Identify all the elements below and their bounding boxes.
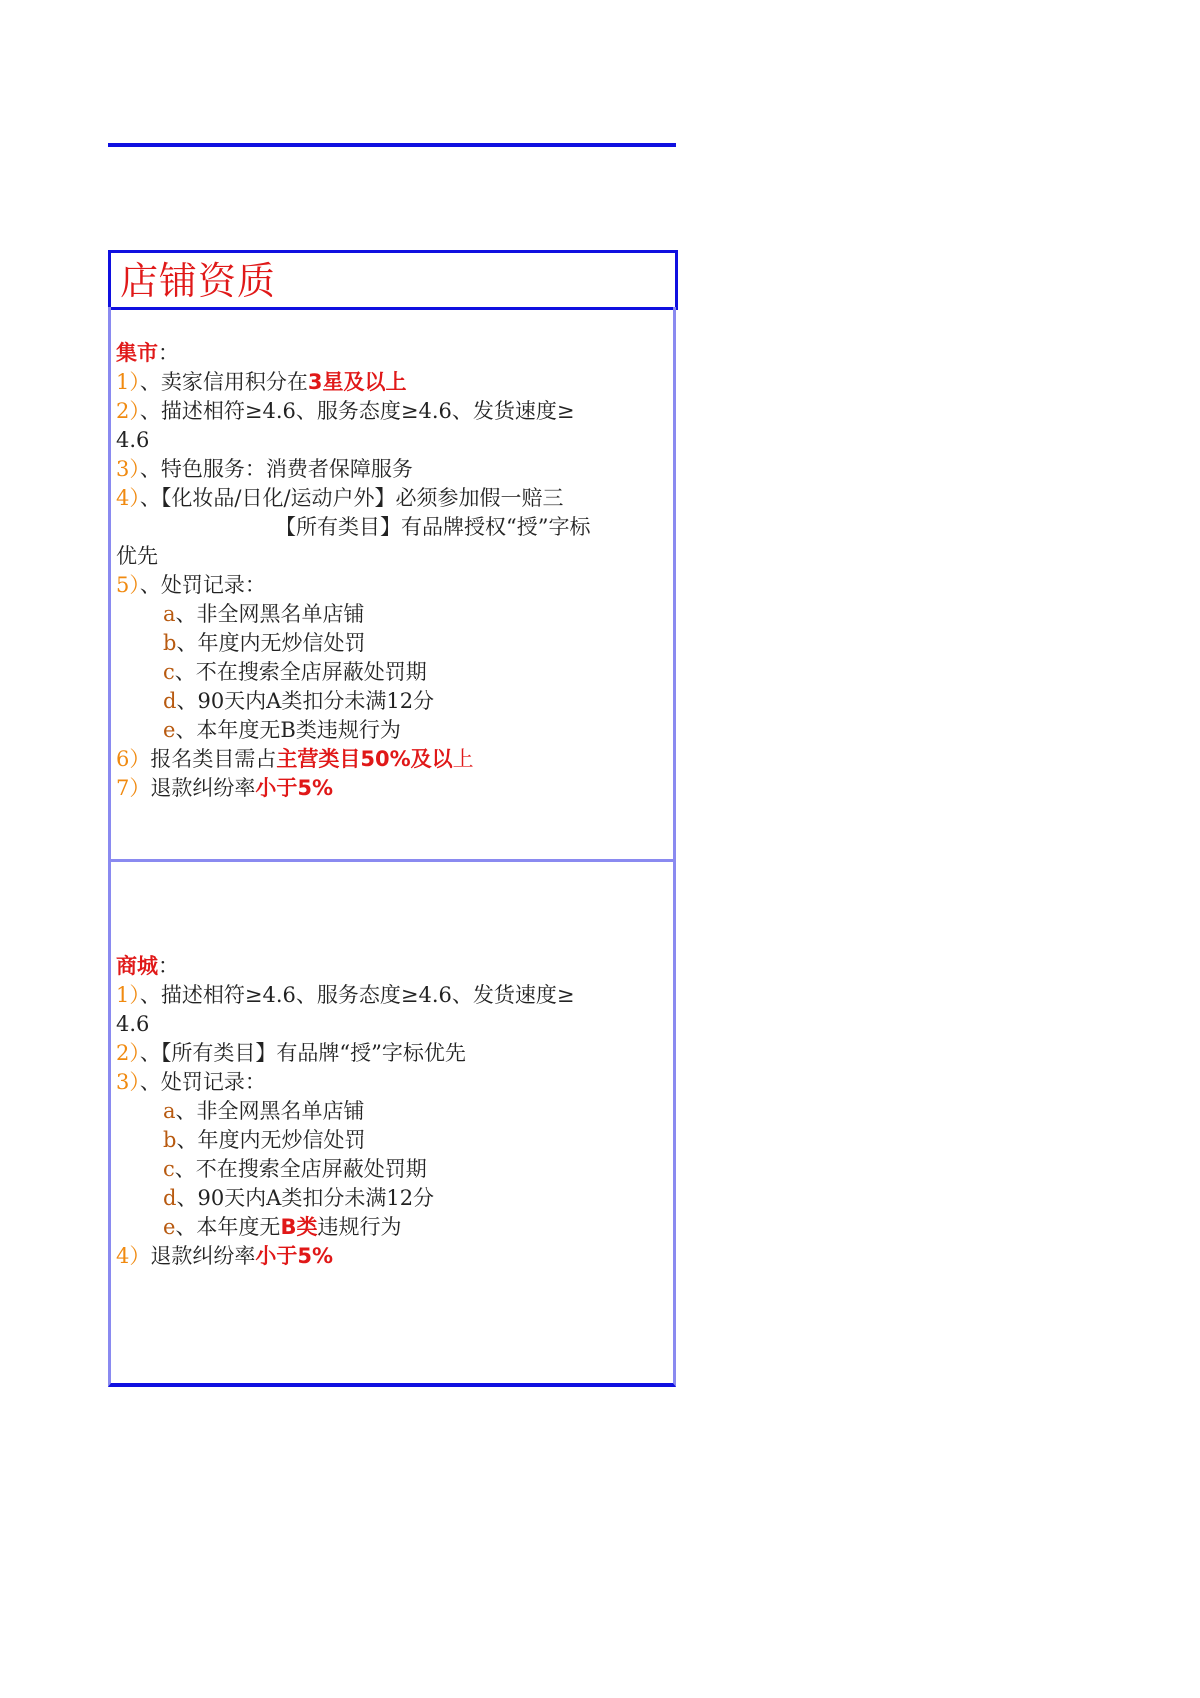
- penalty-letter: a: [163, 1099, 176, 1123]
- market-item-4-wrap: [116, 542, 158, 571]
- item-text: 退款纠纷率: [150, 776, 256, 800]
- title-box: [108, 250, 678, 310]
- item-number: 7）: [116, 776, 151, 800]
- penalty-letter: c: [163, 1157, 175, 1181]
- mall-item-1: [116, 981, 574, 1010]
- item-number: 5）: [116, 573, 140, 597]
- penalty-letter: d: [163, 1186, 177, 1210]
- penalty-text: 、不在搜索全店屏蔽处罚期: [174, 660, 427, 684]
- market-item-4: [116, 484, 564, 513]
- penalty-text: 、90天内A类扣分未满12分: [176, 1186, 435, 1210]
- market-item-1: [116, 368, 407, 397]
- item-number: 3）: [116, 1070, 140, 1094]
- item-text-line2: 【所有类目】有品牌授权“授”字标: [275, 515, 591, 539]
- market-penalty-c: [163, 658, 427, 687]
- penalty-letter: a: [163, 602, 176, 626]
- item-text-wrap: 4.6: [116, 1012, 150, 1036]
- mall-heading-colon: ：: [158, 954, 179, 978]
- mall-penalty-b: [163, 1126, 365, 1155]
- market-heading: 集市: [116, 341, 158, 365]
- mall-heading-line: [116, 952, 179, 981]
- penalty-letter: c: [163, 660, 175, 684]
- item-text: 、描述相符≥4.6、服务态度≥4.6、发货速度≥: [139, 399, 575, 423]
- market-penalty-e: [163, 716, 401, 745]
- item-number: 1）: [116, 983, 140, 1007]
- item-highlight: 小于5%: [255, 776, 334, 800]
- mall-penalty-d: [163, 1184, 434, 1213]
- item-number: 1）: [116, 370, 140, 394]
- penalty-text: 、非全网黑名单店铺: [175, 602, 365, 626]
- item-tail: 上: [452, 747, 474, 771]
- item-text: 、处罚记录：: [139, 573, 266, 597]
- market-item-2: [116, 397, 574, 426]
- market-penalty-b: [163, 629, 365, 658]
- market-penalty-d: [163, 687, 434, 716]
- mall-item-1-wrap: [116, 1010, 149, 1039]
- penalty-text: 、90天内A类扣分未满12分: [176, 689, 435, 713]
- mall-item-3: [116, 1068, 266, 1097]
- penalty-text: 、年度内无炒信处罚: [176, 1128, 366, 1152]
- item-number: 4）: [116, 486, 140, 510]
- penalty-text-post: 违规行为: [317, 1215, 402, 1239]
- market-item-7: [116, 774, 333, 803]
- market-penalty-a: [163, 600, 365, 629]
- penalty-letter: d: [163, 689, 177, 713]
- penalty-text: 、本年度无B类违规行为: [175, 718, 401, 742]
- mall-item-4: [116, 1242, 333, 1271]
- penalty-letter: b: [163, 1128, 177, 1152]
- item-text: 、特色服务：消费者保障服务: [139, 457, 413, 481]
- mall-penalty-c: [163, 1155, 427, 1184]
- market-item-3: [116, 455, 413, 484]
- penalty-letter: e: [163, 1215, 176, 1239]
- item-number: 6）: [116, 747, 151, 771]
- market-item-5: [116, 571, 266, 600]
- mall-item-2: [116, 1039, 466, 1068]
- item-text-wrap: 优先: [116, 544, 158, 568]
- penalty-text: 、本年度无: [175, 1215, 281, 1239]
- penalty-text: 、年度内无炒信处罚: [176, 631, 366, 655]
- item-text: 、【化妆品/日化/运动户外】必须参加假一赔三: [139, 486, 564, 510]
- mall-section: [108, 862, 676, 1387]
- item-number: 3）: [116, 457, 140, 481]
- item-number: 4）: [116, 1244, 151, 1268]
- penalty-highlight: B类: [280, 1215, 318, 1239]
- item-number: 2）: [116, 399, 140, 423]
- market-heading-line: [116, 339, 179, 368]
- item-text: 报名类目需占: [150, 747, 277, 771]
- market-heading-colon: ：: [158, 341, 179, 365]
- penalty-text: 、非全网黑名单店铺: [175, 1099, 365, 1123]
- item-text: 、卖家信用积分在: [139, 370, 308, 394]
- item-text: 、处罚记录：: [139, 1070, 266, 1094]
- item-text: 、描述相符≥4.6、服务态度≥4.6、发货速度≥: [139, 983, 575, 1007]
- penalty-letter: b: [163, 631, 177, 655]
- penalty-letter: e: [163, 718, 176, 742]
- item-text: 退款纠纷率: [150, 1244, 256, 1268]
- mall-penalty-a: [163, 1097, 365, 1126]
- item-highlight: 主营类目50%及以: [276, 747, 453, 771]
- mall-heading: 商城: [116, 954, 158, 978]
- item-text-wrap: 4.6: [116, 428, 150, 452]
- market-item-6: [116, 745, 474, 774]
- item-highlight: 3星及以上: [307, 370, 407, 394]
- mall-penalty-e: [163, 1213, 401, 1242]
- item-text: 、【所有类目】有品牌“授”字标优先: [139, 1041, 466, 1065]
- market-item-4-line2: [275, 513, 590, 542]
- penalty-text: 、不在搜索全店屏蔽处罚期: [174, 1157, 427, 1181]
- market-section: [108, 307, 676, 862]
- market-item-2-wrap: [116, 426, 149, 455]
- top-divider: [108, 143, 676, 147]
- item-number: 2）: [116, 1041, 140, 1065]
- item-highlight: 小于5%: [255, 1244, 334, 1268]
- page-title: 店铺资质: [120, 259, 277, 303]
